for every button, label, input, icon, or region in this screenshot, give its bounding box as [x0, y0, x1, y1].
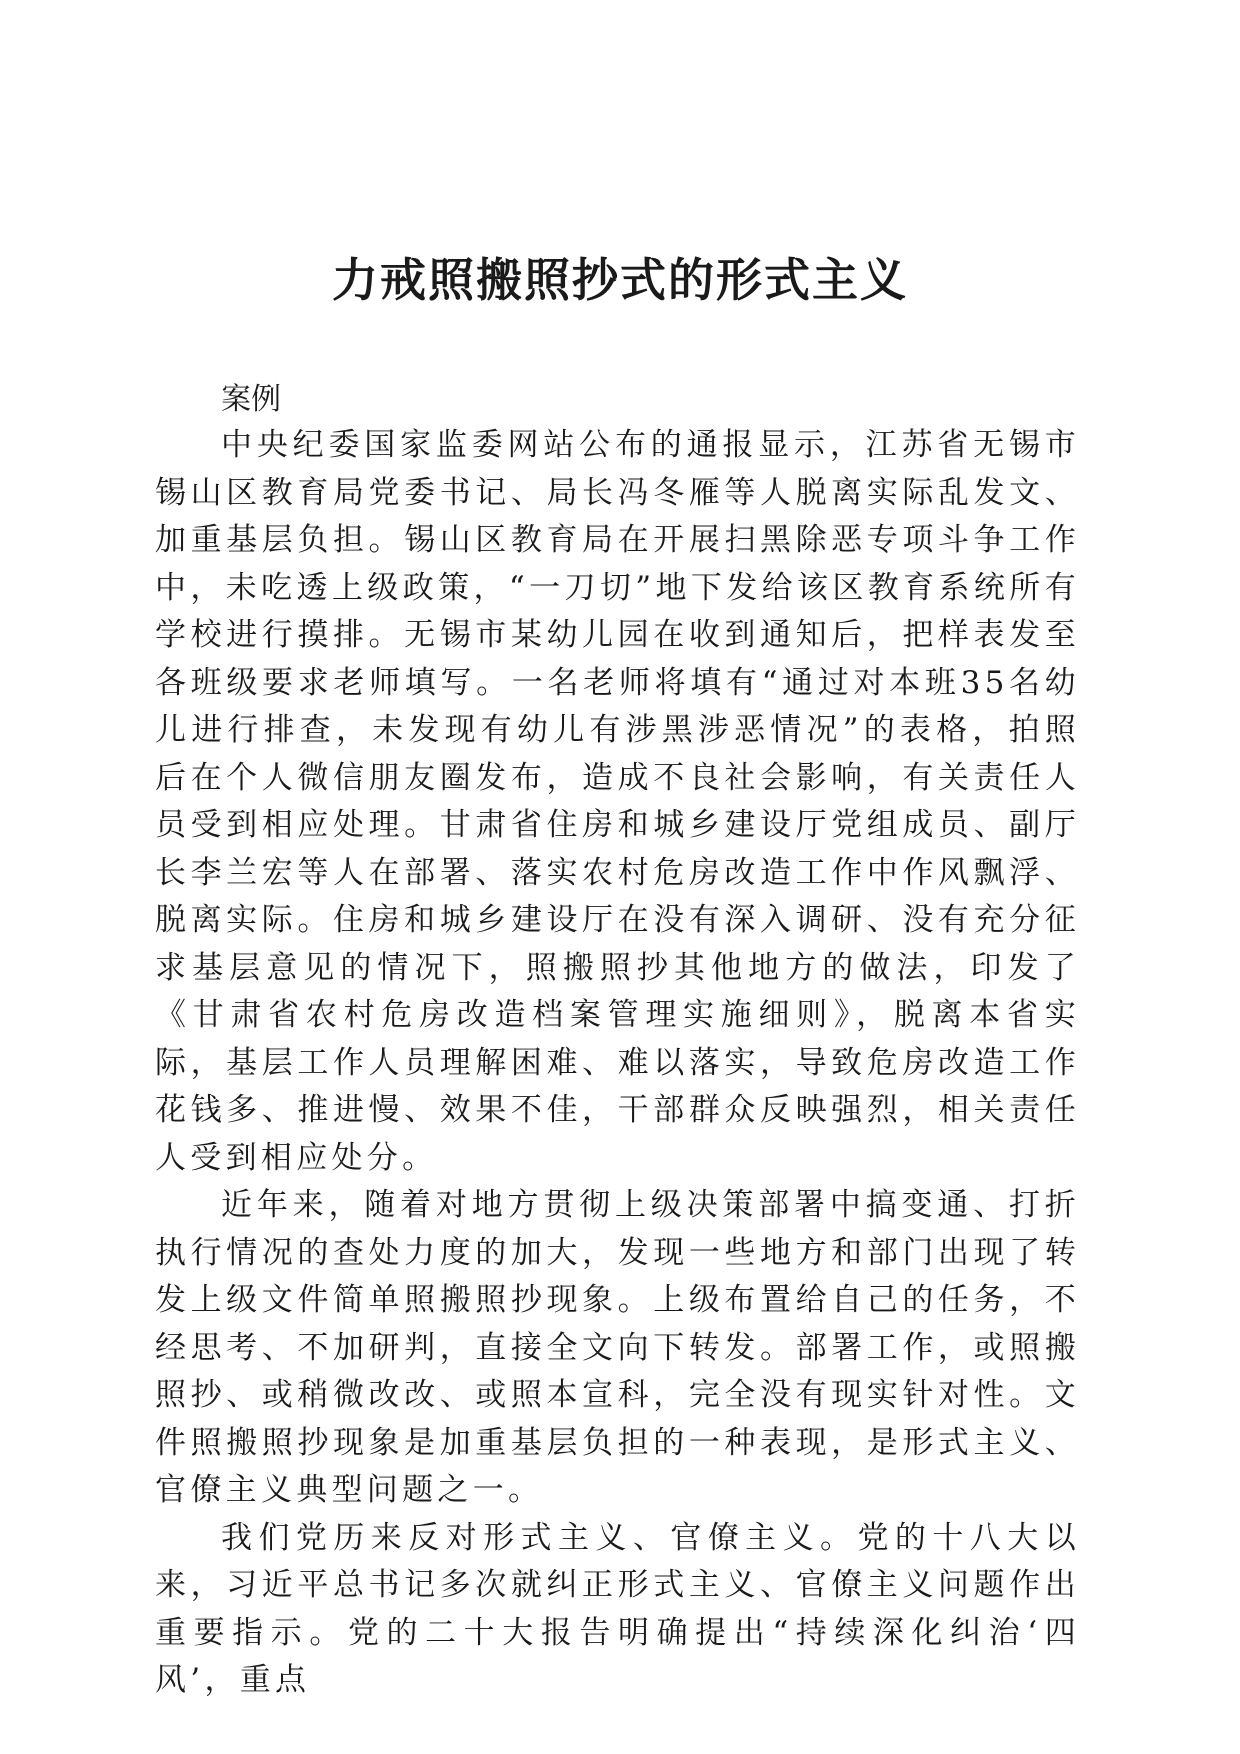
section-label-case: 案例	[221, 382, 281, 417]
document-body	[155, 378, 1080, 1705]
paragraph-party-history: 我们党历来反对形式主义、官僚主义。党的十八大以来，习近平总书记多次就纠正形式主义、官僚主义问题作出重要指示。党的二十大报告明确提出“持续深化纠治‘四风’，重点	[155, 1519, 1080, 1698]
paragraph-case-description: 中央纪委国家监委网站公布的通报显示，江苏省无锡市锡山区教育局党委书记、局长冯冬雁等人脱离实际乱发文、加重基层负担。锡山区教育局在开展扫黑除恶专项斗争工作中，未吃透上级政策，“一刀切”地下发给该区教育系统所有学校进行摸排。无锡市某幼儿园在收到通知后，把样表发至各班级要求老师填写。一名老师将填有“通过对本班35名幼儿进行排查，未发现有幼儿有涉黑涉恶情况”的表格，拍照后在个人微信朋友圈发布，造成不良社会影响，有关责任人员受到相应处理。甘肃省住房和城乡建设厅党组成员、副厅长李兰宏等人在部署、落实农村危房改造工作中作风飘浮、脱离实际。住房和城乡建设厅在没有深入调研、没有充分征求基层意见的情况下，照搬照抄其他地方的做法，印发了《甘肃省农村危房改造档案管理实施细则》，脱离本省实际，基层工作人员理解困难、难以落实，导致危房改造工作花钱多、推进慢、效果不佳，干部群众反映强烈，相关责任人受到相应处分。	[155, 427, 1080, 1176]
paragraph-recent-years: 近年来，随着对地方贯彻上级决策部署中搞变通、打折执行情况的查处力度的加大，发现一些地方和部门出现了转发上级文件简单照搬照抄现象。上级布置给自己的任务，不经思考、不加研判，直接全文向下转发。部署工作，或照搬照抄、或稍微改改、或照本宣科，完全没有现实针对性。文件照搬照抄现象是加重基层负担的一种表现，是形式主义、官僚主义典型问题之一。	[155, 1187, 1080, 1508]
document-title: 力戒照搬照抄式的形式主义	[332, 253, 908, 307]
